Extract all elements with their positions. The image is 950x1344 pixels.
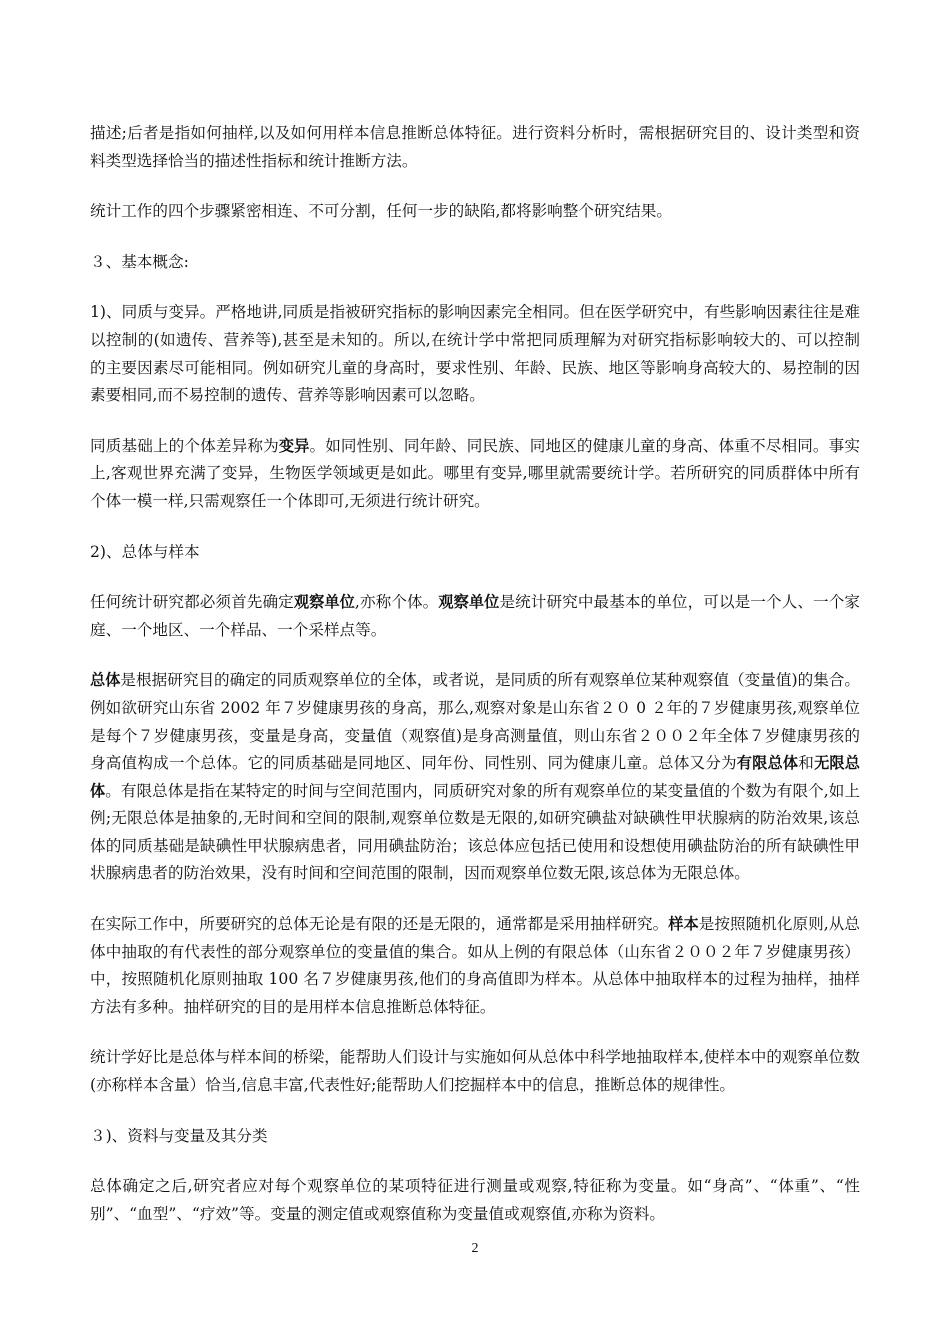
bold-term: 观察单位 [438, 593, 500, 612]
paragraph [90, 299, 860, 409]
text-run: 同质基础上的个体差异称为 [90, 436, 279, 455]
bold-term: 变异 [278, 436, 310, 455]
text-run: 和 [798, 754, 815, 773]
bold-term: 观察单位 [293, 593, 355, 612]
paragraph [90, 120, 860, 175]
paragraph [90, 667, 860, 888]
paragraph [90, 1044, 860, 1099]
text-run: 。有限总体是指在某特定的时间与空间范围内，同质研究对象的所有观察单位的某变量值的个数为有限个,如上例;无限总体是抽象的,无时间和空间的限制,观察单位数是无限的,如研究碘盐对缺碘性甲状腺病的防治效果,该总体的同质基础是缺碘性甲状腺病患者，同用碘盐防治；该总体应包括已使用和设想使用碘盐防治的所有缺碘性甲状腺病患者的防治效果，没有时间和空间范围的限制，因而观察单位数无限,该总体为无限总体。 [90, 781, 860, 883]
bold-term: 总体 [90, 671, 121, 690]
text-run: 统计学好比是总体与样本间的桥梁，能帮助人们设计与实施如何从总体中科学地抽取样本,使样本中的观察单位数(亦称样本含量）恰当,信息丰富,代表性好;能帮助人们挖掘样本中的信息，推断总体的规律性。 [90, 1048, 860, 1095]
bold-term: 样本 [668, 915, 699, 934]
text-run: 是统计研究中最基本的单位，可以是一个人、一个家庭、一个地区、一个样品、一个采样点等。 [90, 593, 860, 639]
text-run: ,亦称个体。 [354, 593, 439, 612]
paragraph [90, 539, 860, 567]
page-number: 2 [471, 1241, 479, 1256]
text-run: 任何统计研究都必须首先确定 [90, 593, 294, 612]
paragraph [90, 1173, 860, 1228]
paragraph [90, 911, 860, 1021]
paragraph [90, 198, 860, 226]
text-run: 是根据研究目的确定的同质观察单位的全体，或者说，是同质的所有观察单位某种观察值（变量值)的集合。例如欲研究山东省 2002 年７岁健康男孩的身高，那么,观察对象是山东省２０ 0 ２年的７岁健康男孩,观察单位是每个７岁健康男孩，变量是身高，变量值（观察值)是身高测量值，则山东省２００２年全体７岁健康男孩的身高值构成一个总体。它的同质基础是同地区、同年份、同性别、同为健康儿童。总体又分为 [90, 671, 860, 773]
text-run: 在实际工作中，所要研究的总体无论是有限的还是无限的，通常都是采用抽样研究。 [90, 915, 669, 934]
paragraph [90, 433, 860, 516]
paragraph [90, 249, 860, 277]
text-run: ３)、资料与变量及其分类 [90, 1126, 268, 1145]
bold-term: 有限总体 [736, 754, 799, 773]
text-run: 1)、同质与变异。严格地讲,同质是指被研究指标的影响因素完全相同。但在医学研究中，有些影响因素往往是难以控制的(如遗传、营养等),甚至是未知的。所以,在统计学中常把同质理解为对研究指标影响较大的、可以控制的主要因素尽可能相同。例如研究儿童的身高时，要求性别、年龄、民族、地区等影响身高较大的、易控制的因素要相同,而不易控制的遗传、营养等影响因素可以忽略。 [90, 303, 860, 405]
text-run: 。如同性别、同年龄、同民族、同地区的健康儿童的身高、体重不尽相同。事实上,客观世界充满了变异，生物医学领域更是如此。哪里有变异,哪里就需要统计学。若所研究的同质群体中所有个体一模一样,只需观察任一个体即可,无须进行统计研究。 [90, 436, 860, 510]
paragraph [90, 1123, 860, 1151]
paragraph [90, 589, 860, 644]
document-body [90, 120, 860, 1251]
text-run: 是按照随机化原则,从总体中抽取的有代表性的部分观察单位的变量值的集合。如从上例的有限总体（山东省２００２年７岁健康男孩）中，按照随机化原则抽取 100 名７岁健康男孩,他们的身高值即为样本。从总体中抽取样本的过程为抽样，抽样方法有多种。抽样研究的目的是用样本信息推断总体特征。 [90, 915, 860, 1016]
text-run: 2)、总体与样本 [90, 542, 200, 561]
text-run: 总体确定之后,研究者应对每个观察单位的某项特征进行测量或观察,特征称为变量。如“身高”、“体重”、“性别”、“血型”、“疗效”等。变量的测定值或观察值称为变量值或观察值,亦称为资料。 [90, 1177, 860, 1223]
bold-term: 无限总体 [90, 754, 860, 800]
text-run: 描述;后者是指如何抽样,以及如何用样本信息推断总体特征。进行资料分析时，需根据研究目的、设计类型和资料类型选择恰当的描述性指标和统计推断方法。 [90, 124, 860, 170]
text-run: ３、基本概念: [90, 252, 189, 271]
text-run: 统计工作的四个步骤紧密相连、不可分割，任何一步的缺陷,都将影响整个研究结果。 [90, 202, 672, 221]
